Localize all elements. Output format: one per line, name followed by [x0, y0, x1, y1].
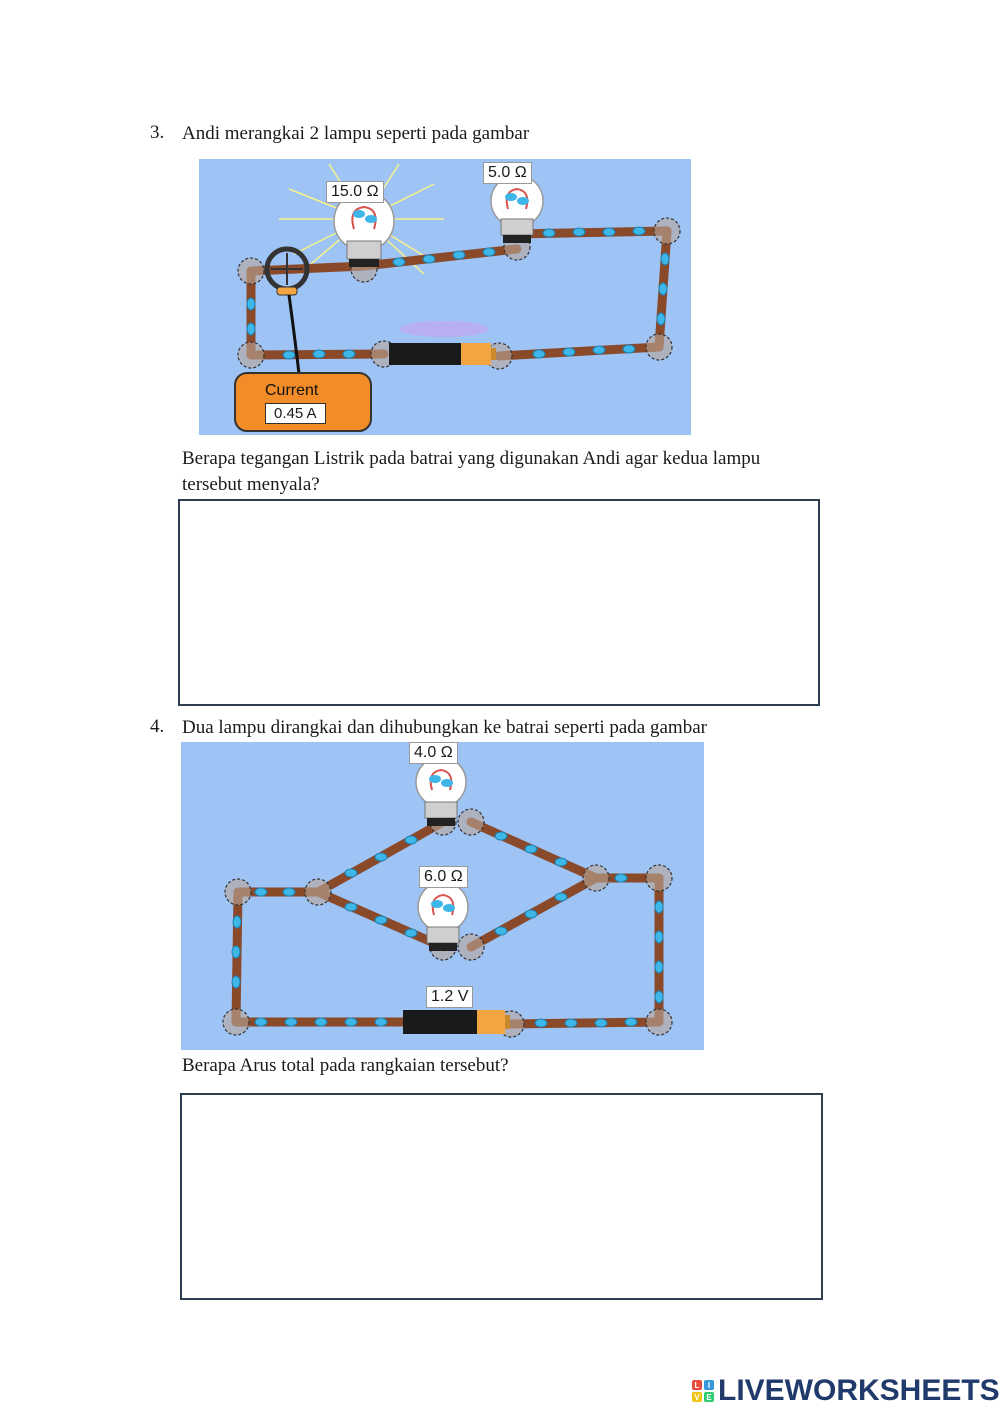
bulb-1-icon [416, 757, 466, 826]
logo-mark-letter: V [692, 1392, 702, 1402]
circuit-wires [251, 231, 667, 356]
bulb-1-resistance-label: 4.0 Ω [409, 742, 458, 764]
question-3-answer-box[interactable] [178, 499, 820, 706]
battery-voltage-label: 1.2 V [426, 986, 473, 1008]
bulb-2-resistance-label: 5.0 Ω [483, 162, 532, 184]
question-3-line-2: tersebut menyala? [182, 474, 320, 495]
liveworksheets-logo [692, 1374, 1000, 1408]
question-4-answer-box[interactable] [180, 1093, 823, 1300]
ammeter-reading: 0.45 A [265, 403, 326, 424]
question-4-prompt: Dua lampu dirangkai dan dihubungkan ke batrai seperti pada gambar [182, 717, 707, 738]
logo-text: LIVEWORKSHEETS [718, 1374, 1000, 1407]
battery-icon [389, 343, 496, 365]
question-4-question: Berapa Arus total pada rangkaian tersebut? [182, 1055, 509, 1076]
logo-mark-letter: L [692, 1380, 702, 1390]
bulb-1-resistance-label: 15.0 Ω [326, 181, 384, 203]
logo-mark-letter: I [704, 1380, 714, 1390]
bulb-2-resistance-label: 6.0 Ω [419, 866, 468, 888]
question-3-number: 3. [150, 122, 165, 143]
question-4-number: 4. [150, 716, 165, 737]
question-3-prompt: Andi merangkai 2 lampu seperti pada gambar [182, 123, 530, 144]
parallel-circuit-figure [181, 742, 704, 1050]
question-3-line-1: Berapa tegangan Listrik pada batrai yang digunakan Andi agar kedua lampu [182, 448, 761, 469]
battery-icon [403, 1010, 510, 1034]
ammeter-title: Current [265, 382, 319, 399]
logo-mark-icon [692, 1380, 714, 1402]
electron-dots [247, 227, 669, 359]
logo-mark-letter: E [704, 1392, 714, 1402]
series-circuit-figure [199, 159, 691, 435]
